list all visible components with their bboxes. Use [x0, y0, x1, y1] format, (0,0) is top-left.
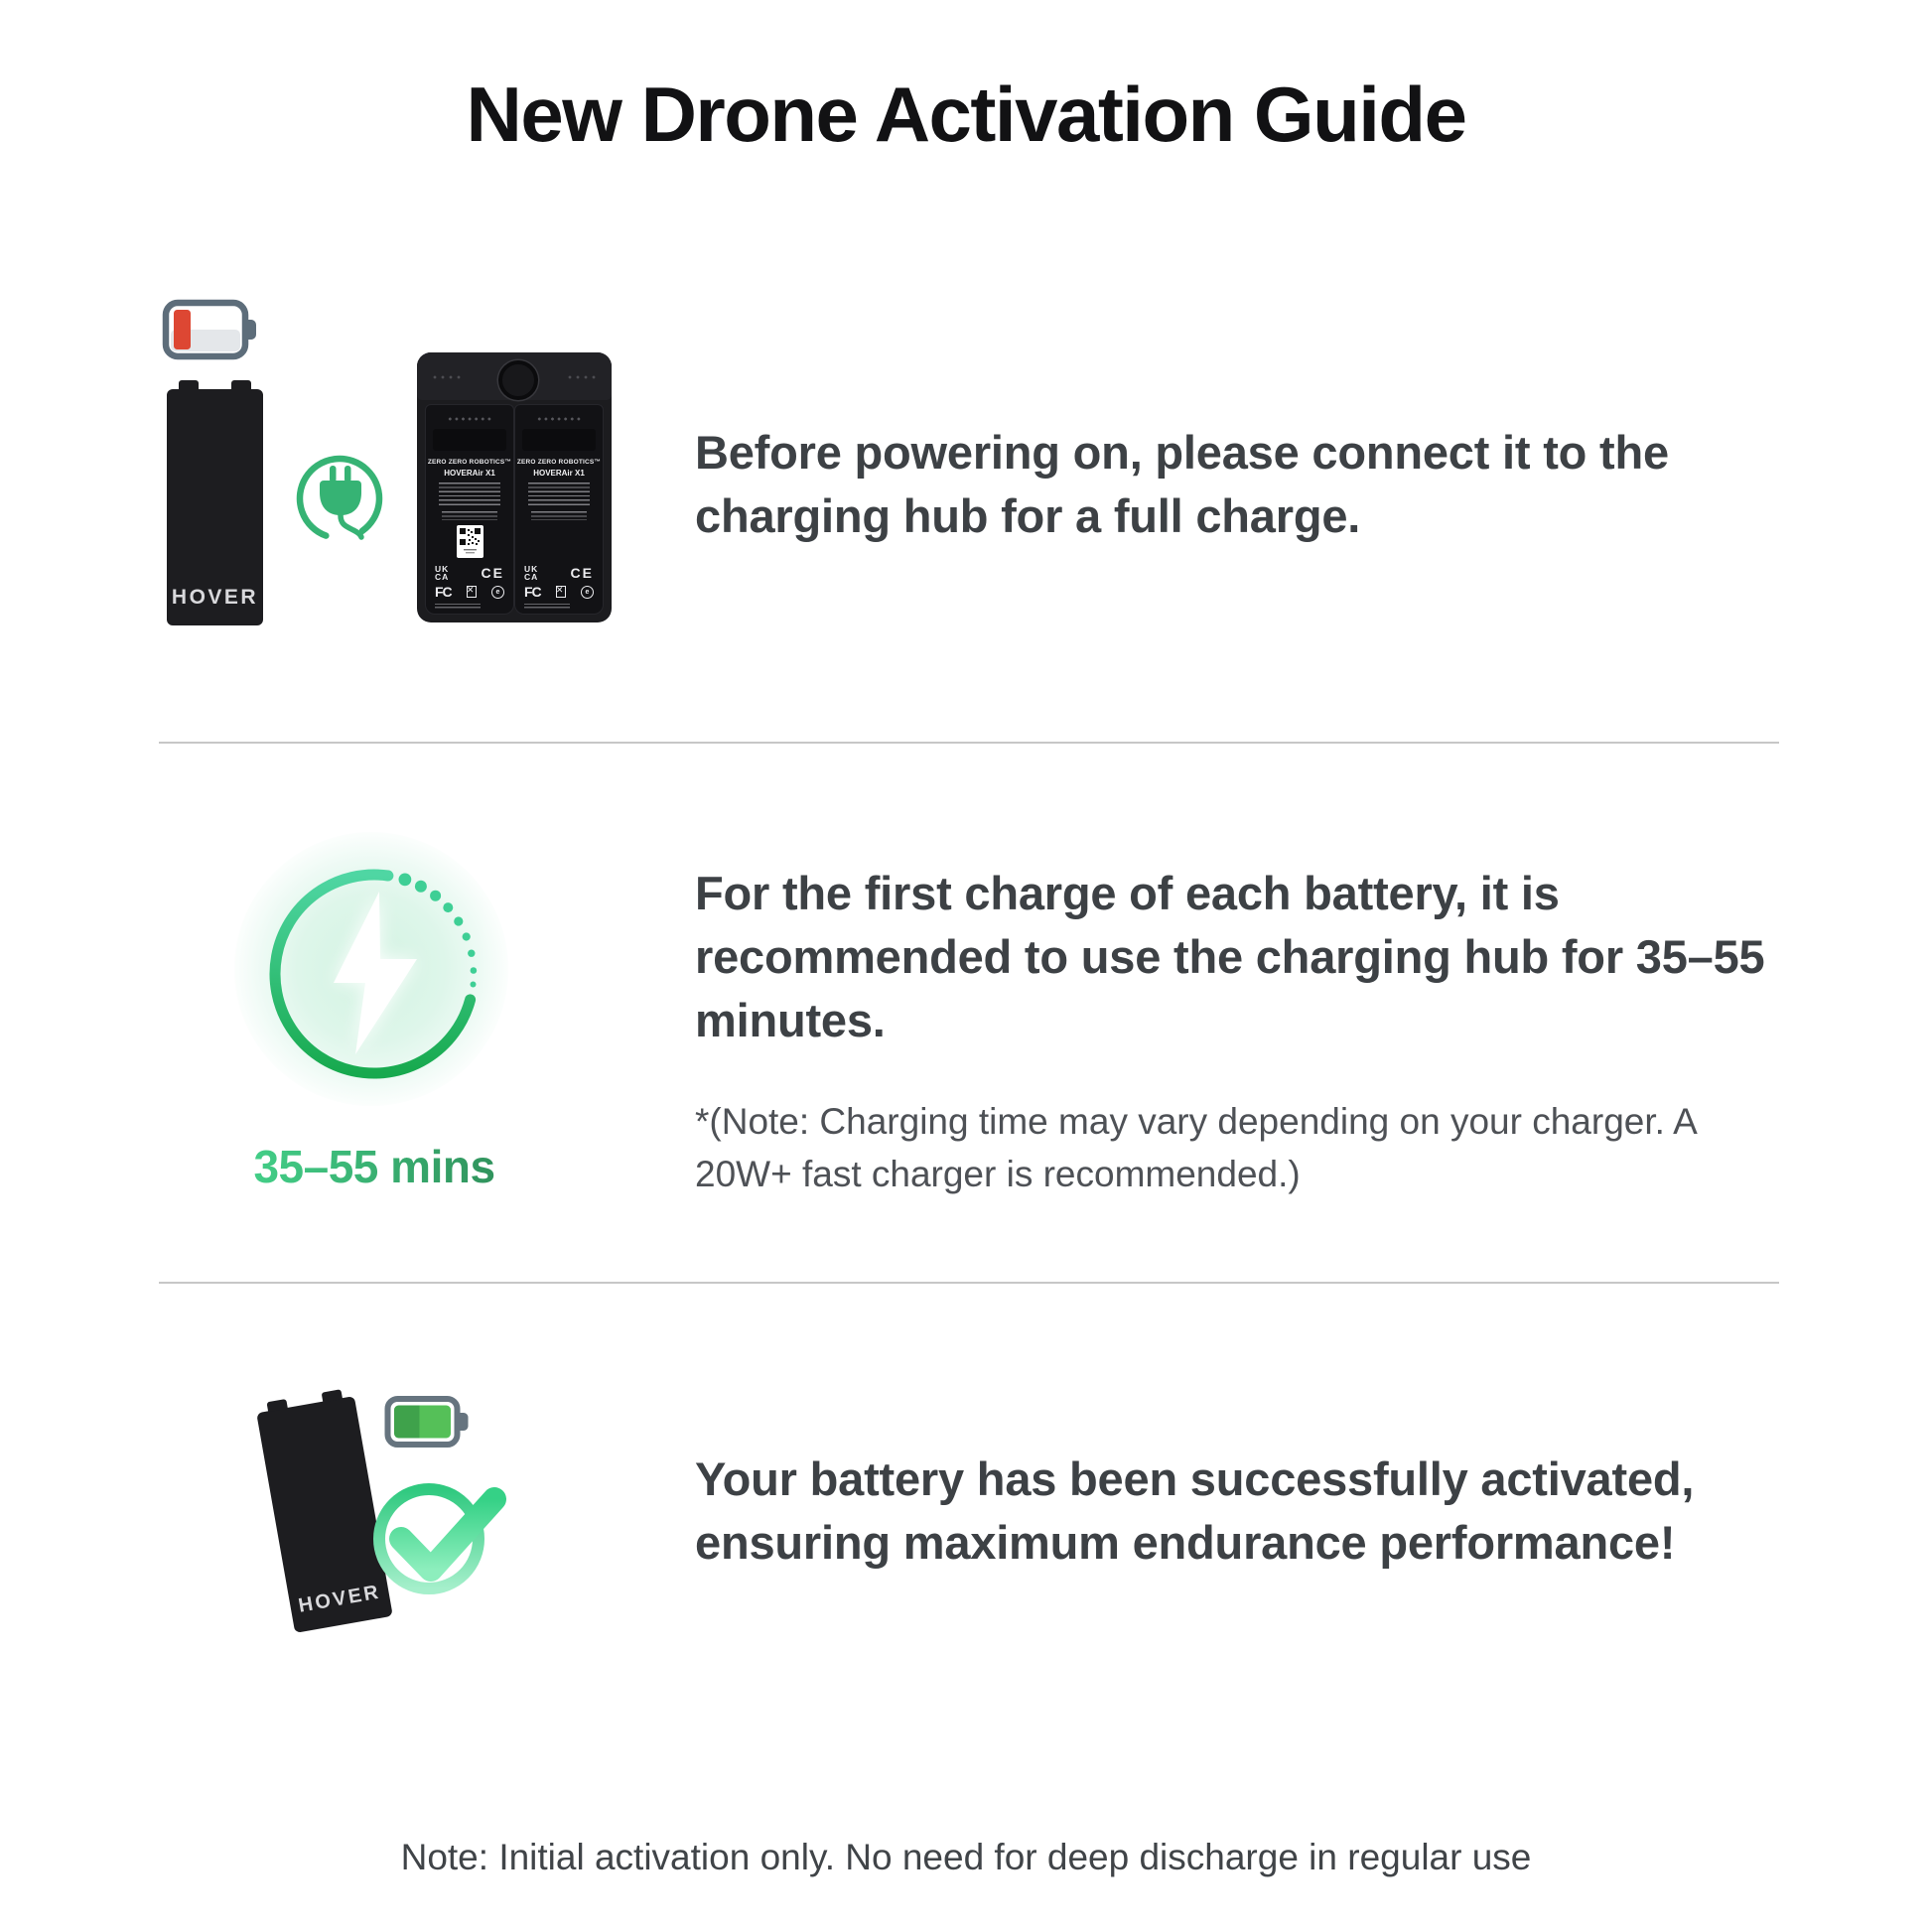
- battery-contact-pins: [536, 417, 582, 421]
- charging-hub-image: [417, 352, 612, 622]
- battery-slot-gap: [522, 429, 596, 451]
- fcc-mark: FC: [524, 584, 541, 600]
- section-divider: [159, 742, 1779, 744]
- battery-tab: [231, 380, 251, 390]
- lightning-icon: [334, 892, 417, 1054]
- manufacturer-fine-print: [442, 511, 497, 520]
- hub-vent-dots: [431, 375, 463, 379]
- hub-maker-label: ZERO ZERO ROBOTICS™: [427, 459, 512, 466]
- made-in-fine-print: [435, 604, 481, 609]
- battery-slot-gap: [433, 429, 506, 451]
- hub-vent-dots: [566, 375, 598, 379]
- weee-bin-icon: [556, 586, 566, 598]
- page-title: New Drone Activation Guide: [466, 70, 1466, 158]
- charging-progress-ring: [260, 860, 488, 1088]
- hub-power-button-icon: [498, 360, 538, 400]
- duration-label: 35–55 mins: [220, 1140, 528, 1193]
- check-icon: [371, 1473, 512, 1604]
- ce-mark: CE: [570, 564, 594, 581]
- battery-brand-label: HOVER: [171, 586, 259, 609]
- ukca-mark: UK CA: [435, 563, 450, 582]
- fcc-mark: FC: [435, 584, 452, 600]
- hub-lid: [417, 352, 612, 400]
- hub-battery-slot-right: [514, 404, 604, 615]
- made-in-fine-print: [524, 604, 570, 609]
- battery-tab: [322, 1389, 343, 1402]
- hub-maker-label: ZERO ZERO ROBOTICS™: [516, 459, 602, 466]
- step3-text: Your battery has been successfully activated, ensuring maximum endurance performance!: [695, 1452, 1695, 1569]
- qr-code: [457, 525, 483, 558]
- footer-note: Note: Initial activation only. No need for deep discharge in regular use: [400, 1837, 1532, 1877]
- e-mark-icon: e: [581, 586, 594, 599]
- battery-brand-label: HOVER: [296, 1581, 383, 1617]
- certification-marks: [435, 565, 504, 614]
- spec-fine-print: [439, 483, 500, 508]
- charger-plug-icon: [288, 445, 391, 550]
- e-mark-icon: e: [491, 586, 504, 599]
- certification-marks: [524, 565, 594, 614]
- battery-tab: [179, 380, 199, 390]
- step2-note: *(Note: Charging time may vary depending on your charger. A 20W+ fast charger is recommended.): [695, 1101, 1696, 1194]
- full-battery-icon: [384, 1394, 470, 1449]
- section-divider: [159, 1282, 1779, 1284]
- low-battery-icon: [162, 296, 263, 365]
- hub-model-label: HOVERAir X1: [533, 469, 585, 478]
- battery-contact-pins: [447, 417, 492, 421]
- manufacturer-fine-print: [531, 511, 587, 520]
- ukca-mark: UK CA: [524, 563, 539, 582]
- ce-mark: CE: [481, 564, 504, 581]
- weee-bin-icon: [467, 586, 477, 598]
- step1-text: Before powering on, please connect it to the charging hub for a full charge.: [695, 426, 1669, 542]
- progress-dots: [399, 874, 478, 988]
- battery-tab: [266, 1399, 287, 1412]
- step2-heading: For the first charge of each battery, it is recommended to use the charging hub for 35–55 minutes.: [695, 867, 1765, 1046]
- spec-fine-print: [528, 483, 590, 508]
- hub-model-label: HOVERAir X1: [444, 469, 495, 478]
- hub-battery-slot-left: [425, 404, 514, 615]
- hover-battery-image: [167, 389, 263, 625]
